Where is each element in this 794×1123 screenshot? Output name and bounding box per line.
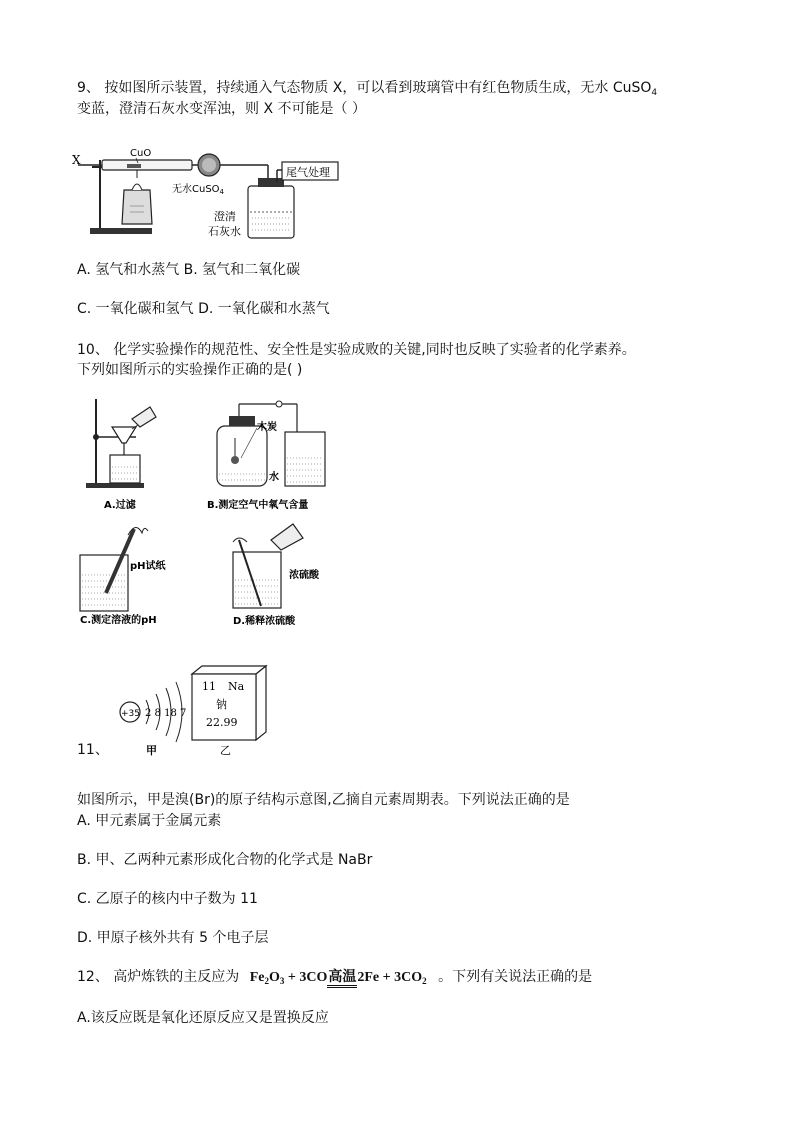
eq-plus-co: + 3CO xyxy=(284,970,328,985)
lime-label-2: 石灰水 xyxy=(208,225,241,238)
q10-b-label-carbon: 木炭 xyxy=(257,422,277,433)
q10-b-caption: B.测定空气中氧气含量 xyxy=(207,500,309,511)
eq-o: O xyxy=(268,970,280,985)
cell-mass: 22.99 xyxy=(206,716,238,729)
q10-figure-d xyxy=(225,520,345,632)
cuso4-label-text: 无水CuSO xyxy=(172,184,220,195)
cell-symbol: Na xyxy=(228,680,245,693)
stand-base xyxy=(90,228,152,234)
cell-name: 钠 xyxy=(216,698,227,711)
q11-option-b: B. 甲、乙两种元素形成化合物的化学式是 NaBr xyxy=(77,852,373,868)
funnel xyxy=(112,427,136,443)
q12-equation xyxy=(250,970,430,985)
q9-options-cd: C. 一氧化碳和氢气 D. 一氧化碳和水蒸气 xyxy=(77,301,330,317)
q10-b-label-water: 水 xyxy=(269,472,279,483)
q10-c-label-ph: pH试纸 xyxy=(130,561,166,572)
q11-number: 11、 xyxy=(77,742,109,758)
glass-tube xyxy=(102,160,192,170)
q9-apparatus-figure xyxy=(72,140,342,240)
q9-options-ab: A. 氢气和水蒸气 B. 氢气和二氧化碳 xyxy=(77,262,301,278)
q9-line1-text: 9、 按如图所示装置，持续通入气态物质 X，可以看到玻璃管中有红色物质生成，无水 CuSO xyxy=(77,80,652,96)
eq-sub1: 2 xyxy=(264,976,269,986)
eq-sub2: 3 xyxy=(279,976,285,986)
pouring-beaker xyxy=(132,407,156,427)
q10-line1: 10、 化学实验操作的规范性、安全性是实验成败的关键,同时也反映了实验者的化学素养。 xyxy=(77,342,636,358)
bottle-stopper xyxy=(258,178,284,187)
q12-line xyxy=(77,967,592,991)
q12-suffix: 。下列有关说法正确的是 xyxy=(438,969,593,985)
q12-option-a: A.该反应既是氧化还原反应又是置换反应 xyxy=(77,1010,329,1026)
cuso4-label-sub: 4 xyxy=(219,188,225,196)
eq-right-sub: 2 xyxy=(422,976,427,986)
eq-condition: 高温 xyxy=(327,970,357,988)
q11-stem: 如图所示，甲是溴(Br)的原子结构示意图,乙摘自元素周期表。下列说法正确的是 xyxy=(77,792,570,808)
acid-beaker xyxy=(271,524,303,550)
q12-prefix: 12、 高炉炼铁的主反应为 xyxy=(77,969,240,985)
q11-option-c: C. 乙原子的核内中子数为 11 xyxy=(77,891,258,907)
q10-d-label-acid: 浓硫酸 xyxy=(289,570,319,581)
q10-figure-a xyxy=(76,395,186,515)
lime-label-1: 澄清 xyxy=(214,210,236,223)
cuo-sample xyxy=(127,164,141,168)
q9-line1-sub: 4 xyxy=(651,88,658,98)
q11-option-d: D. 甲原子核外共有 5 个电子层 xyxy=(77,930,269,946)
q10-figure-b xyxy=(205,398,340,516)
q11-figure xyxy=(110,660,280,760)
tail-gas-label: 尾气处理 xyxy=(286,166,330,179)
q10-d-caption: D.稀释浓硫酸 xyxy=(233,616,296,627)
q10-c-caption: C.测定溶液的pH xyxy=(80,615,157,626)
eq-fe: Fe xyxy=(249,970,265,985)
cuo-label: CuO xyxy=(130,148,152,159)
nucleus-label: +35 xyxy=(121,709,140,719)
q11-option-a: A. 甲元素属于金属元素 xyxy=(77,813,222,829)
x-label: X xyxy=(72,153,81,167)
cuso4-label xyxy=(172,182,225,196)
alcohol-lamp xyxy=(122,190,152,224)
beaker-b xyxy=(285,432,325,486)
q10-a-caption: A.过滤 xyxy=(104,500,136,511)
eq-right: 2Fe + 3CO xyxy=(357,970,423,985)
q10-line2: 下列如图所示的实验操作正确的是( ) xyxy=(77,362,303,378)
q9-line2: 变蓝，澄清石灰水变浑浊，则 X 不可能是（ ） xyxy=(77,101,366,117)
q10-figure-c xyxy=(76,515,196,633)
cell-number: 11 xyxy=(202,680,216,693)
label-yi: 乙 xyxy=(220,744,231,757)
shell-electrons: 2 8 18 7 xyxy=(145,708,187,719)
label-jia: 甲 xyxy=(146,744,157,757)
